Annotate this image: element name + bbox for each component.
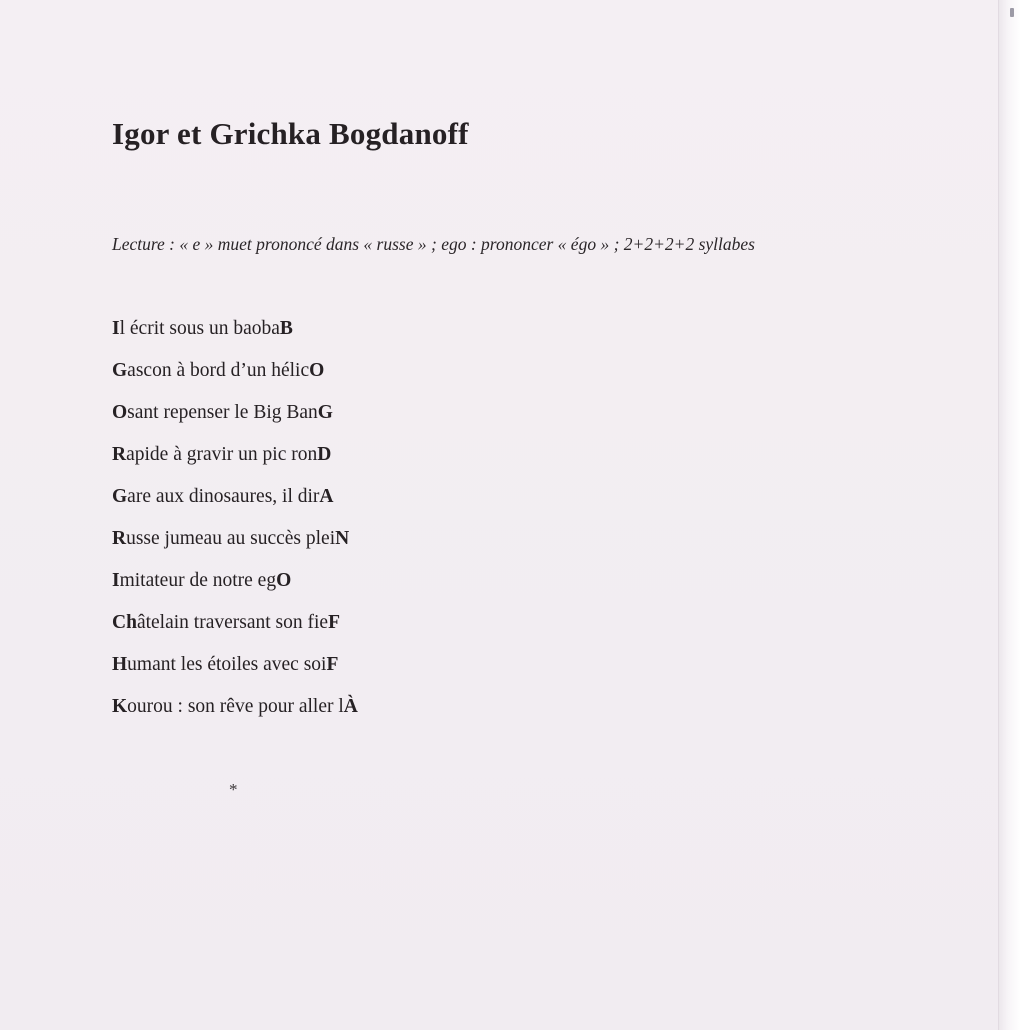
verse-line [112,694,358,736]
verse-final-letter: À [343,696,358,717]
verse-initial: I [112,570,120,591]
poem-title: Igor et Grichka Bogdanoff [112,116,469,151]
verse-initial: H [112,654,128,675]
verse-line [112,484,358,526]
verse-body: ourou : son rêve pour aller l [127,696,344,717]
verse-line [112,568,358,610]
verse-line [112,400,358,442]
section-separator: * [229,780,238,799]
verse-body: umant les étoiles avec soi [127,654,327,675]
verse-line [112,652,358,694]
verse-initial: Ch [112,612,137,633]
verse-line [112,358,358,400]
verse-body: apide à gravir un pic ron [126,444,318,465]
verse-final-letter: F [328,612,340,633]
acrostic-poem [112,316,358,736]
verse-initial: G [112,360,128,381]
verse-initial: O [112,402,128,423]
verse-body: ascon à bord d’un hélic [127,360,310,381]
verse-final-letter: O [276,570,292,591]
verse-initial: R [112,528,127,549]
verse-line [112,316,358,358]
verse-body: are aux dinosaures, il dir [127,486,320,507]
verse-initial: I [112,318,120,339]
verse-final-letter: O [309,360,325,381]
verse-initial: K [112,696,128,717]
page-edge [998,0,1020,1030]
verse-final-letter: A [319,486,334,507]
verse-line [112,442,358,484]
verse-line [112,526,358,568]
verse-final-letter: B [279,318,293,339]
verse-initial: G [112,486,128,507]
edge-mark [1010,8,1014,17]
verse-final-letter: N [335,528,350,549]
verse-line [112,610,358,652]
reading-note: Lecture : « e » muet prononcé dans « russe » ; ego : prononcer « égo » ; 2+2+2+2 syllabes [112,234,755,254]
verse-body: mitateur de notre eg [119,570,277,591]
verse-body: sant repenser le Big Ban [127,402,318,423]
verse-final-letter: G [317,402,333,423]
verse-body: l écrit sous un baoba [119,318,280,339]
verse-final-letter: F [326,654,339,675]
verse-final-letter: D [317,444,332,465]
verse-body: âtelain traversant son fie [136,612,329,633]
verse-initial: R [112,444,127,465]
verse-body: usse jumeau au succès plei [126,528,336,549]
